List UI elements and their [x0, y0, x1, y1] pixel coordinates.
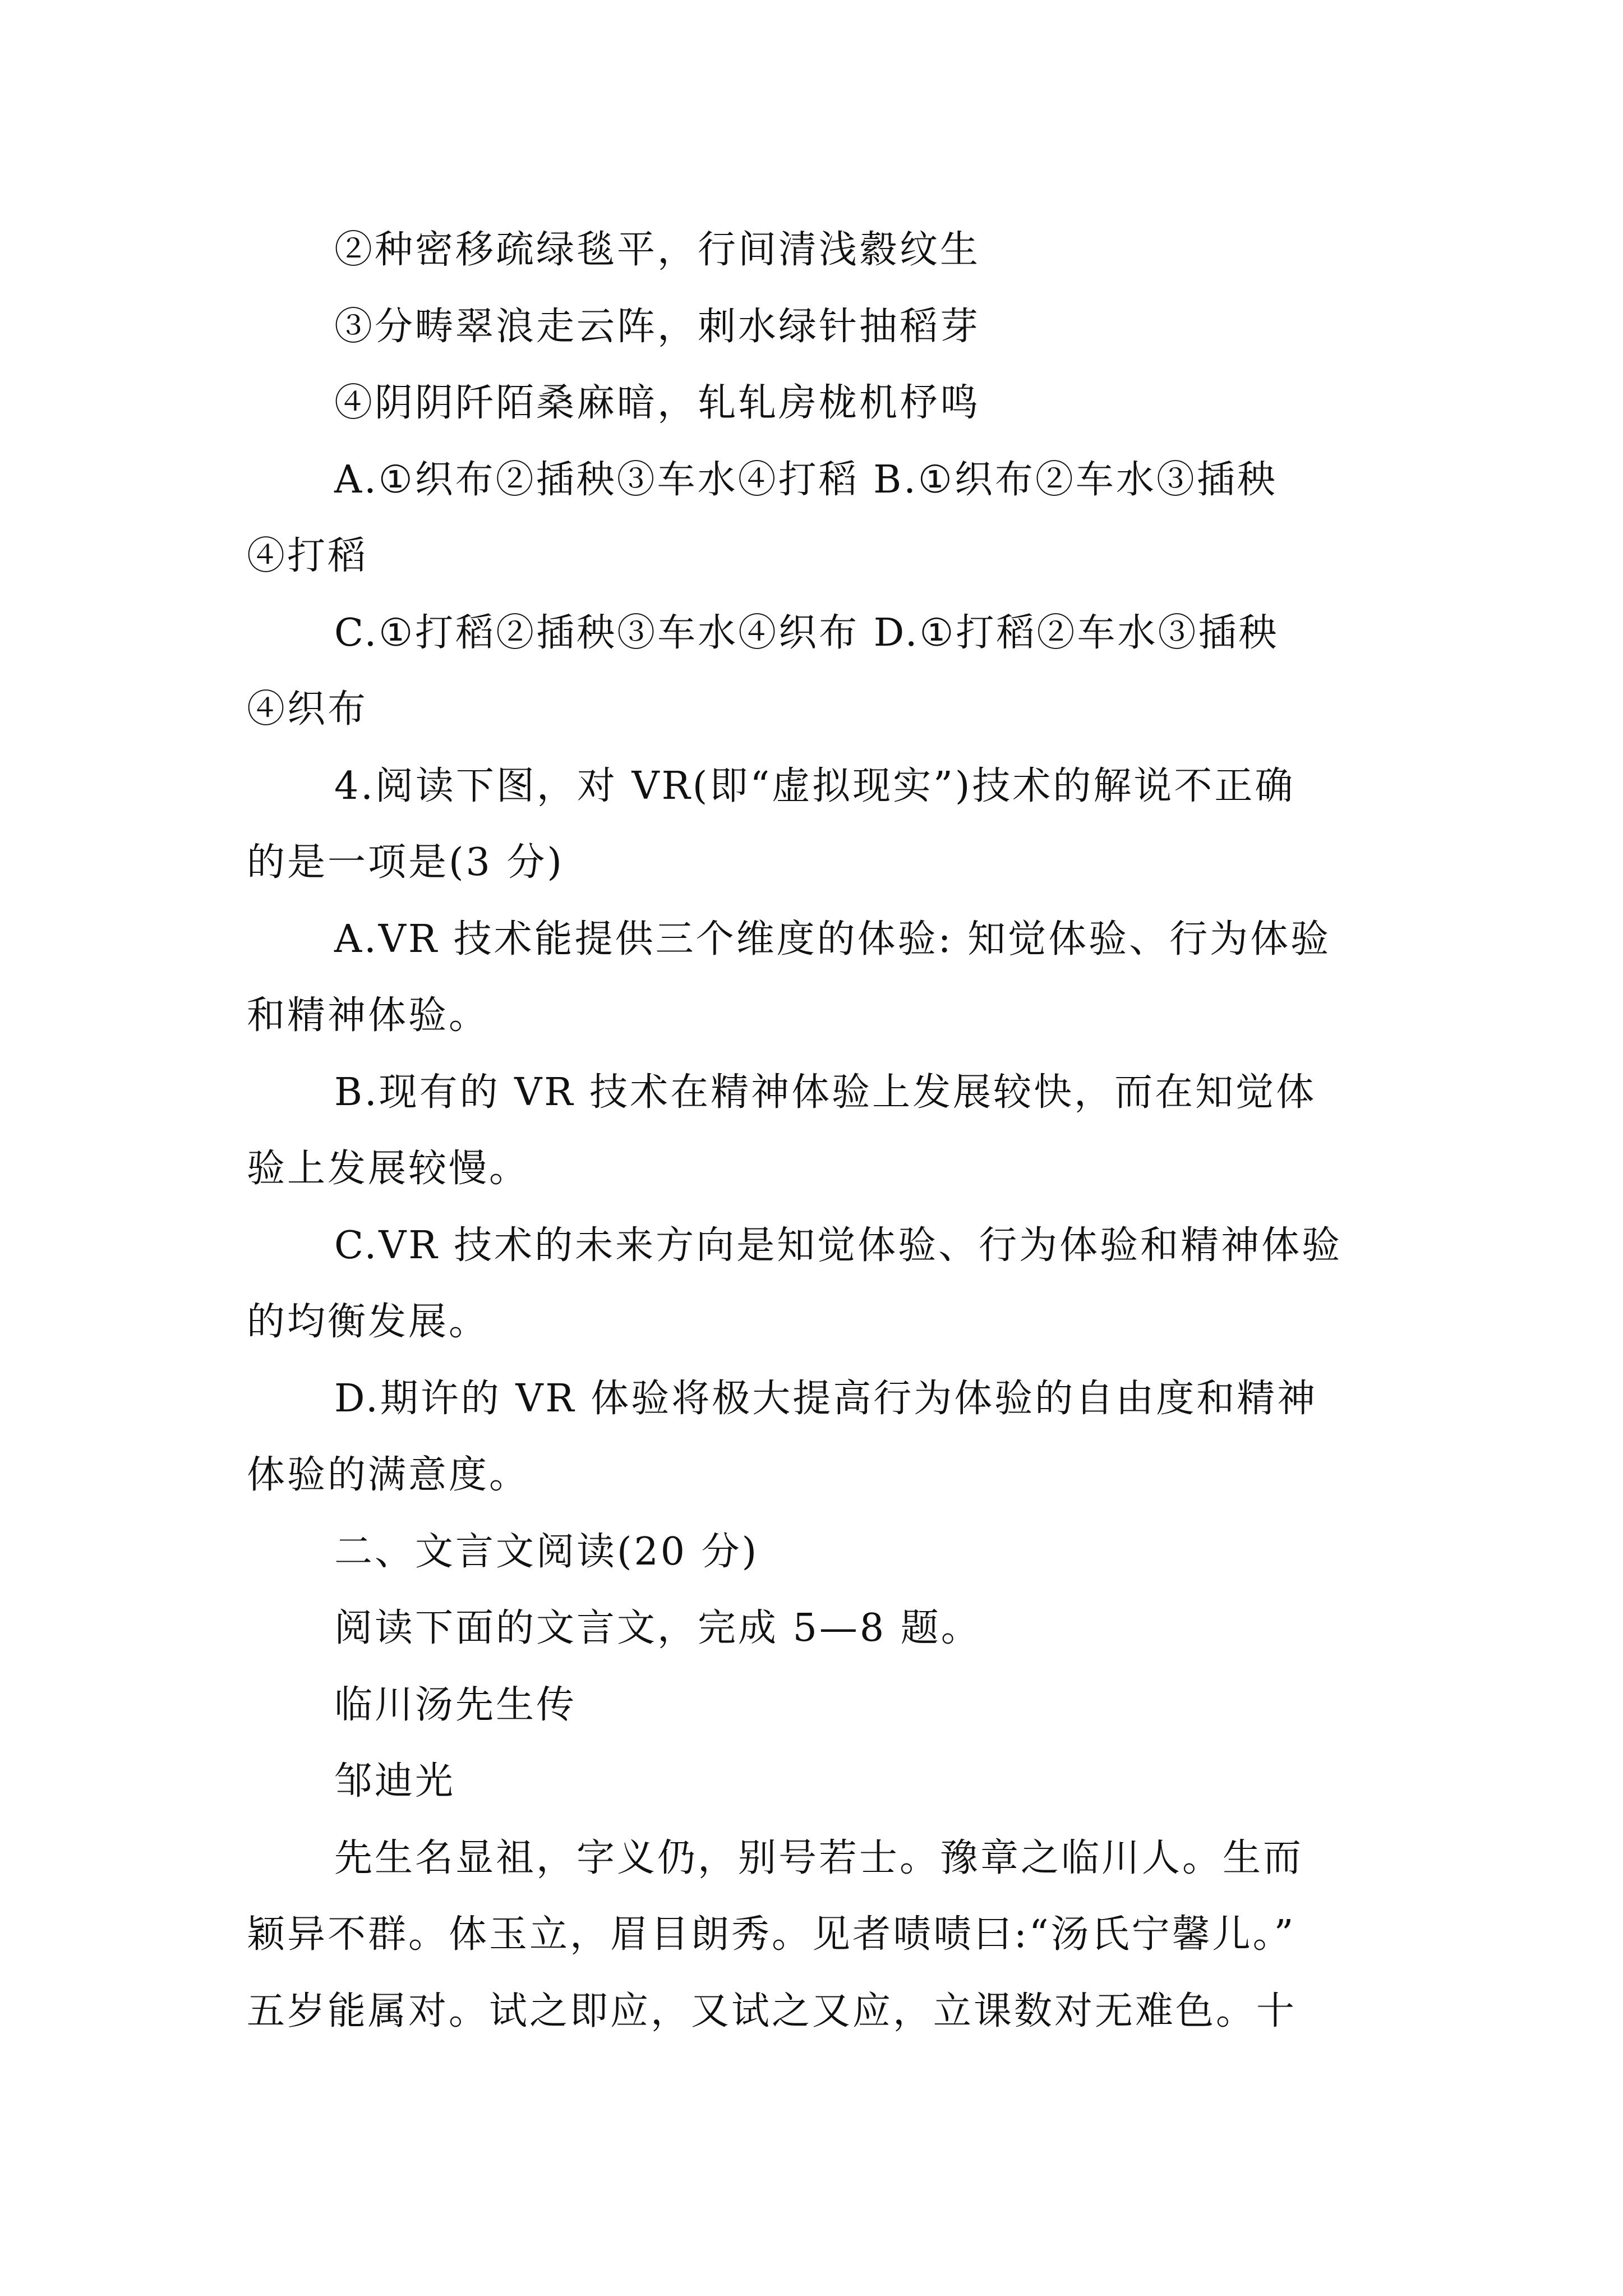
q3-options-cd-continued: ④织布 — [247, 687, 368, 731]
q4-option-c-continued: 的均衡发展。 — [247, 1300, 490, 1344]
q4-option-d-continued: 体验的满意度。 — [247, 1453, 530, 1497]
q3-options-ab-continued: ④打稻 — [247, 534, 368, 578]
reading-instruction: 阅读下面的文言文，完成 5—8 题。 — [334, 1606, 981, 1650]
question-4-stem: 4.阅读下图，对 VR(即“虚拟现实”)技术的解说不正确 — [334, 763, 1295, 808]
q3-options-cd: C.①打稻②插秧③车水④织布 D.①打稻②车水③插秧 — [334, 610, 1279, 655]
section-heading: 二、文言文阅读(20 分) — [334, 1529, 759, 1574]
poem-line-3: ③分畴翠浪走云阵，刺水绿针抽稻芽 — [334, 304, 981, 349]
poem-line-4: ④阴阴阡陌桑麻暗，轧轧房栊机杼鸣 — [334, 381, 981, 425]
document-body — [247, 212, 1424, 2050]
passage-author: 邹迪光 — [334, 1759, 456, 1803]
q4-option-d: D.期许的 VR 体验将极大提高行为体验的自由度和精神 — [334, 1376, 1318, 1421]
q3-options-ab: A.①织布②插秧③车水④打稻 B.①织布②车水③插秧 — [334, 457, 1278, 502]
question-4-stem-continued: 的是一项是(3 分) — [247, 840, 564, 885]
passage-paragraph-line-2: 颖异不群。体玉立，眉目朗秀。见者啧啧曰:“汤氏宁馨儿。” — [247, 1912, 1296, 1957]
passage-paragraph-line-3: 五岁能属对。试之即应，又试之又应，立课数对无难色。十 — [247, 1989, 1297, 2033]
passage-paragraph-line-1: 先生名显祖，字义仍，别号若士。豫章之临川人。生而 — [334, 1835, 1304, 1880]
q4-option-b: B.现有的 VR 技术在精神体验上发展较快，而在知觉体 — [334, 1070, 1317, 1115]
passage-title: 临川汤先生传 — [334, 1682, 577, 1727]
q4-option-a: A.VR 技术能提供三个维度的体验: 知觉体验、行为体验 — [334, 917, 1331, 961]
poem-line-2: ②种密移疏绿毯平，行间清浅縠纹生 — [334, 228, 981, 272]
q4-option-b-continued: 验上发展较慢。 — [247, 1147, 530, 1191]
q4-option-c: C.VR 技术的未来方向是知觉体验、行为体验和精神体验 — [334, 1223, 1343, 1268]
q4-option-a-continued: 和精神体验。 — [247, 993, 490, 1038]
